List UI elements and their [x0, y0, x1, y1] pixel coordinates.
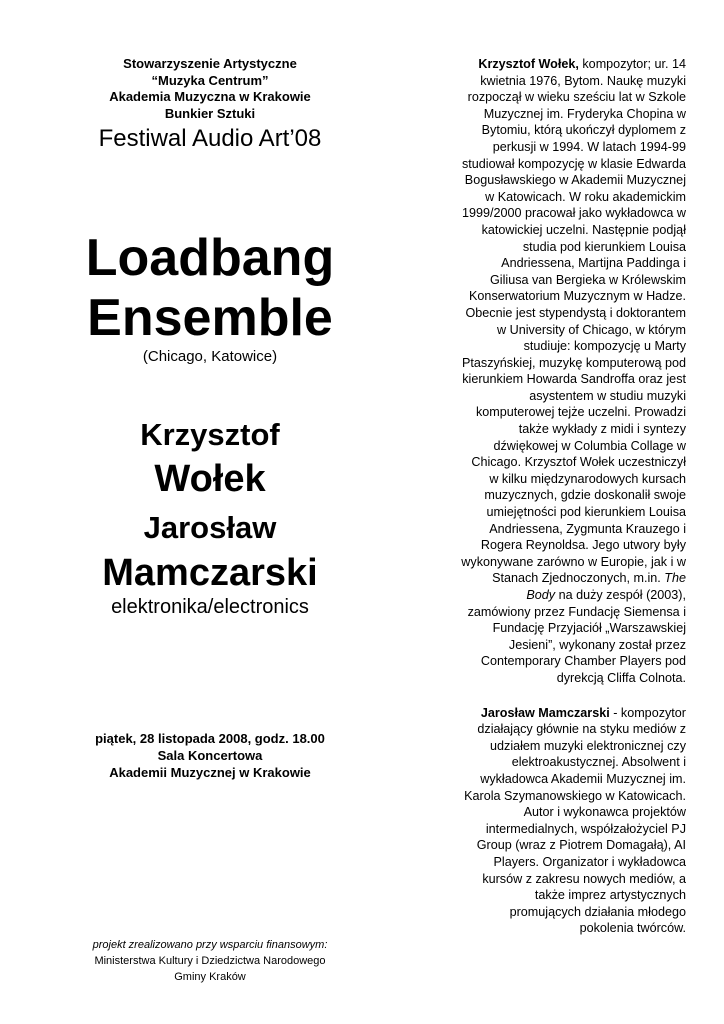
biographies-column: [460, 56, 686, 937]
event-venue: Akademii Muzycznej w Krakowie: [109, 765, 311, 780]
sponsor-intro: projekt zrealizowano przy wsparciu finansowym:: [92, 939, 328, 951]
event-date-time: piątek, 28 listopada 2008, godz. 18.00: [95, 731, 325, 746]
bio-mamczarski-text: - kompozytor działający głównie na styku mediów z udziałem muzyki elektronicznej czy elektroakustycznej. Absolwent i wykładowca Akademii Muzycznej im. Karola Szymanowskiego w Katowicach. Autor i wykonawca projektów intermedialnych, współzałożyciel PJ Group (wraz z Piotrem Domagałą), AI Players. Organizator i wykładowca kursów z zakresu nowych mediów, a także imprez artystycznych promujących działania młodego pokolenia twórców.: [464, 705, 686, 936]
organizer-line: Akademia Muzyczna w Krakowie: [109, 89, 311, 104]
sponsor-block: [55, 937, 365, 985]
event-details: [55, 730, 365, 781]
bio-mamczarski: [460, 705, 686, 937]
bio-wolek-text-end: na duży zespół (2003), zamówiony przez Fundację Siemensa i Fundację Przyjaciół „Warszawskiej Jesieni”, wykonany został przez Contemporary Chamber Players pod dyrekcją Cliffa Colnota.: [467, 588, 686, 685]
performer1-last-name: Wołek: [154, 458, 266, 500]
ensemble-name: [55, 228, 365, 348]
organizer-line: “Muzyka Centrum”: [151, 72, 269, 88]
performer2-first-name: Jarosław: [143, 510, 277, 545]
sponsor-line: Gminy Kraków: [174, 971, 246, 983]
sponsor-line: Ministerstwa Kultury i Dziedzictwa Narodowego: [94, 955, 326, 967]
ensemble-name-line2: Ensemble: [87, 289, 333, 347]
bio-wolek-work-title: The Body: [526, 571, 686, 602]
performer1-first-name: Krzysztof: [140, 417, 280, 452]
bio-wolek: [460, 56, 686, 687]
instrument-label: elektronika/electronics: [111, 596, 309, 618]
bio-wolek-name: Krzysztof Wołek,: [478, 57, 579, 71]
organizers-block: [55, 56, 365, 122]
event-hall: Sala Koncertowa: [157, 748, 263, 763]
ensemble-location: (Chicago, Katowice): [142, 348, 278, 365]
bio-wolek-text: kompozytor; ur. 14 kwietnia 1976, Bytom. Naukę muzyki rozpoczął w wieku sześciu lat w Szkole Muzycznej im. Fryderyka Chopina w Bytomiu, którą ukończył dyplomem z perkusji w 1994. W latach 1994-99 studiował kompozycję w klasie Edwarda Bogusławskiego w Akademii Muzycznej w Katowicach. W roku akademickim 1999/2000 pracował jako wykładowca w katowickiej uczelni. Następnie podjął studia pod kierunkiem Louisa Andriessena, Martijna Paddinga i Giliusa van Bergieka w Królewskim Konserwatorium Muzycznym w Hadze. Obecnie jest stypendystą i doktorantem w University of Chicago, w którym studiuje: kompozycję u Marty Ptaszyńskiej, muzykę komputerową pod kierunkiem Howarda Sandroffa oraz jest asystentem w studiu muzyki komputerowej tejże uczelni. Prowadzi także wykłady z midi i syntezy dźwiękowej w Columbia Collage w Chicago. Krzysztof Wołek uczestniczył w kilku międzynarodowych kursach muzycznych, gdzie doskonalił swoje umiejętności pod kierunkiem Louisa Andriessena, Zygmunta Krauzego i Rogera Reynoldsa. Jego utwory były wykonywane zarówno w Europie, jak i w Stanach Zjednoczonych, m.in.: [461, 57, 686, 586]
performer2-last-name: Mamczarski: [102, 552, 318, 594]
organizer-line: Stowarzyszenie Artystyczne: [123, 56, 297, 71]
ensemble-name-line1: Loadbang: [85, 229, 335, 287]
left-column: [55, 56, 365, 781]
festival-title: Festiwal Audio Art’08: [98, 125, 322, 152]
bio-mamczarski-name: Jarosław Mamczarski: [480, 705, 610, 720]
organizer-line: Bunkier Sztuki: [164, 105, 256, 121]
